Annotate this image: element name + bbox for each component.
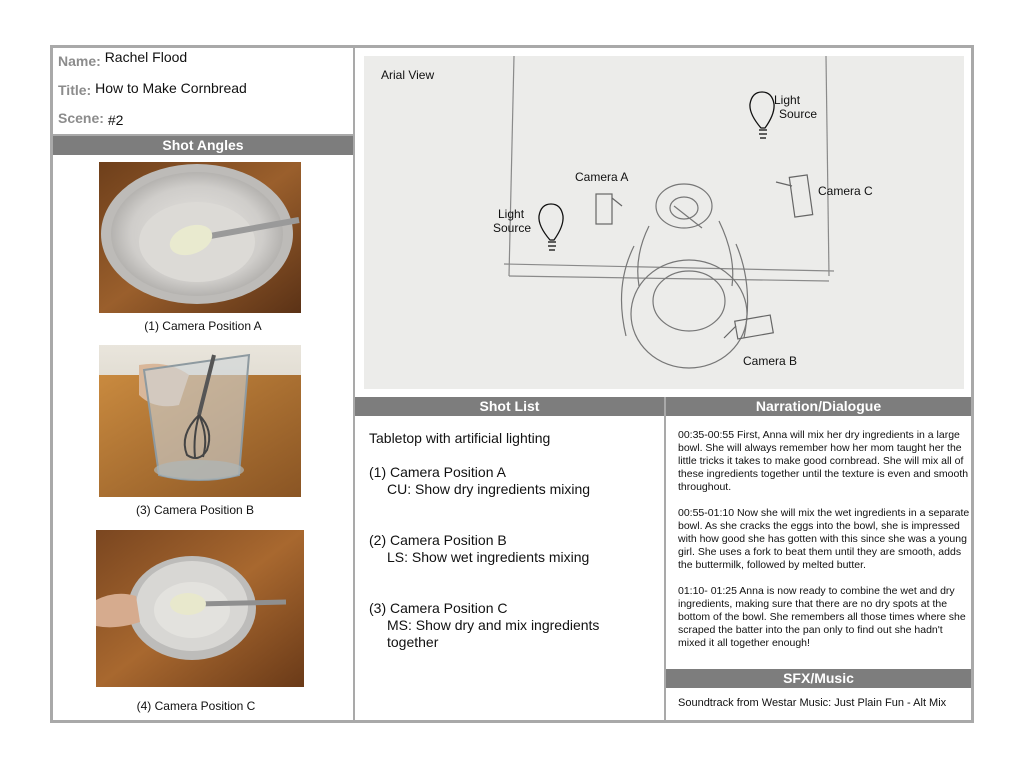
shot-list-heading: Shot List [355, 397, 664, 416]
shot-angles-heading: Shot Angles [53, 136, 353, 155]
left-column-divider [353, 48, 355, 720]
shot-item-title: (2) Camera Position B [369, 532, 507, 548]
shot-item-line: LS: Show wet ingredients mixing [387, 549, 590, 565]
title-value: How to Make Cornbread [95, 80, 247, 96]
title-label: Title: [58, 82, 92, 98]
shot-item-2 [369, 532, 659, 566]
sfx-heading: SFX/Music [666, 669, 971, 688]
scene-field [58, 110, 123, 126]
shot-item-1 [369, 464, 659, 498]
shot-item-line: MS: Show dry and mix ingredients [387, 617, 600, 633]
shot-item-line: CU: Show dry ingredients mixing [387, 481, 591, 497]
camera-b-caption: (3) Camera Position B [135, 503, 255, 517]
narration-paragraph: 00:35-00:55 First, Anna will mix her dry ingredients in a large bowl. She will always remember how her mom taught her the little tricks it takes to make good cornbread. She will mix all of these ingredients together until the texture is even and smooth throughout. [678, 429, 969, 493]
camera-c-label: Camera C [818, 184, 873, 198]
header-fields [53, 48, 353, 136]
view-label: Arial View [381, 68, 435, 82]
title-field [58, 82, 247, 98]
shot-item-title: (3) Camera Position C [369, 600, 508, 616]
camera-c-caption: (4) Camera Position C [136, 699, 256, 713]
sketch-drawing [364, 56, 964, 389]
shot-list-intro: Tabletop with artificial lighting [369, 430, 551, 446]
light-source-left-label-1: Light [498, 207, 525, 221]
camera-a-label: Camera A [575, 170, 629, 184]
aerial-view-sketch [364, 56, 964, 389]
name-label: Name: [58, 53, 101, 69]
camera-c-photo [96, 530, 304, 687]
shot-item-3 [369, 600, 659, 651]
shot-item-title: (1) Camera Position A [369, 464, 506, 480]
camera-b-label: Camera B [743, 354, 798, 368]
storyboard-frame [50, 45, 974, 723]
narration-text [678, 429, 970, 663]
narration-paragraph: 01:10- 01:25 Anna is now ready to combine the wet and dry ingredients, making sure that there are no dry spots at the bottom of the bowl. She remembers all those times where she scraped the batter into the pan only to find out she hadn't mixed it all together enough! [678, 585, 966, 649]
light-source-top-label-2: Source [779, 107, 818, 121]
narration-heading: Narration/Dialogue [666, 397, 971, 416]
light-source-left-label-2: Source [493, 221, 532, 235]
shot-list [369, 430, 659, 651]
camera-b-photo [99, 345, 301, 497]
camera-a-photo [99, 162, 301, 313]
narration-paragraph: 00:55-01:10 Now she will mix the wet ingredients in a separate bowl. As she cracks the eggs into the bowl, she is impressed with how good she has gotten with this since she was a young girl. She uses a fork to beat them until they are smooth, adds the buttermilk, followed by melted butter. [678, 507, 970, 571]
sfx-text: Soundtrack from Westar Music: Just Plain Fun - Alt Mix [678, 697, 947, 709]
name-value: Rachel Flood [104, 49, 188, 65]
light-source-top-label-1: Light [774, 93, 801, 107]
scene-value: #2 [107, 112, 124, 128]
camera-a-caption: (1) Camera Position A [144, 319, 262, 333]
shot-item-line: together [387, 634, 439, 650]
name-field [58, 49, 188, 69]
scene-label: Scene: [58, 110, 104, 126]
